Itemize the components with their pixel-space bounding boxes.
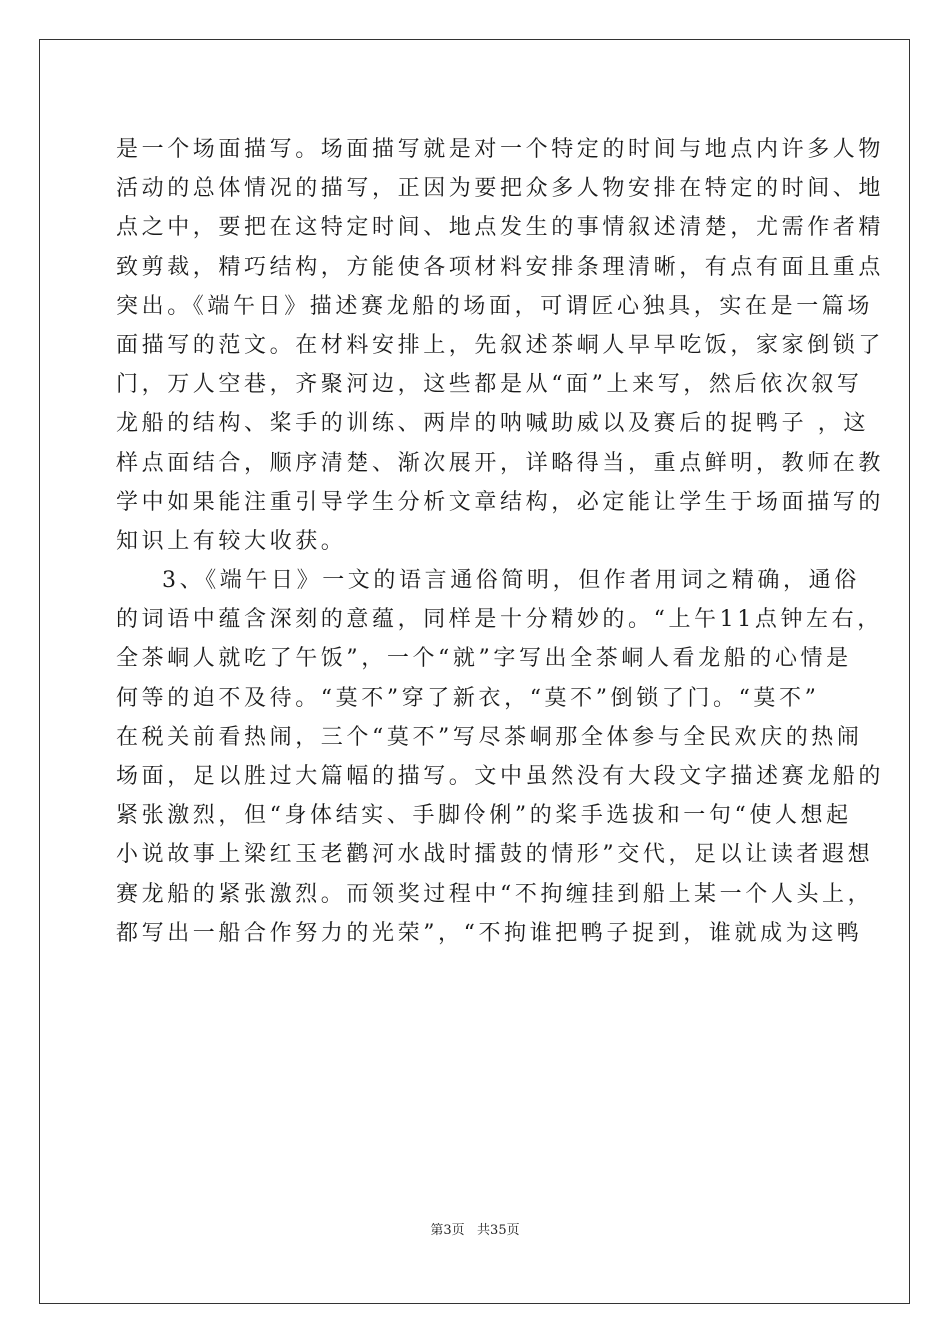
text-line: 都写出一船合作努力的光荣”，“不拘谁把鸭子捉到，谁就成为这鸭 <box>116 920 863 946</box>
text-line: 面描写的范文。在材料安排上，先叙述茶峒人早早吃饭，家家倒锁了 <box>116 332 885 358</box>
page-number-footer: 第3页 共35页 <box>430 1223 520 1238</box>
text-line: 场面，足以胜过大篇幅的描写。文中虽然没有大段文字描述赛龙船的 <box>116 764 885 789</box>
text-line: 在税关前看热闹，三个“莫不”写尽茶峒那全体参与全民欢庆的热闹 <box>116 724 863 750</box>
text-line: 知识上有较大收获。 <box>116 528 347 554</box>
text-line: 致剪裁，精巧结构，方能使各项材料安排条理清晰，有点有面且重点 <box>116 254 885 280</box>
text-line: 赛龙船的紧张激烈。而领奖过程中“不拘缠挂到船上某一个人头上， <box>116 881 874 907</box>
text-line: 活动的总体情况的描写，正因为要把众多人物安排在特定的时间、地 <box>116 176 885 202</box>
text-line: 门，万人空巷，齐聚河边，这些都是从“面”上来写，然后依次叙写 <box>116 372 863 398</box>
text-line: 的词语中蕴含深刻的意蕴，同样是十分精妙的。“上午11点钟左右， <box>116 607 883 633</box>
text-line: 何等的迫不及待。“莫不”穿了新衣，“莫不”倒锁了门。“莫不” <box>116 685 820 711</box>
text-line: 紧张激烈，但“身体结实、手脚伶俐”的桨手选拔和一句“使人想起 <box>116 803 852 829</box>
text-line: 全茶峒人就吃了午饭”，一个“就”字写出全茶峒人看龙船的心情是 <box>116 646 852 672</box>
text-line: 样点面结合，顺序清楚、渐次展开，详略得当，重点鲜明，教师在教 <box>116 450 885 476</box>
body-text <box>116 130 885 953</box>
text-line: 是一个场面描写。场面描写就是对一个特定的时间与地点内许多人物 <box>116 137 885 162</box>
paragraph-start-line: 3、《端午日》一文的语言通俗简明，但作者用词之精确，通俗 <box>162 568 860 594</box>
text-line: 龙船的结构、桨手的训练、两岸的呐喊助威以及赛后的捉鸭子 ，这 <box>116 411 869 437</box>
text-line: 突出。《端午日》描述赛龙船的场面，可谓匠心独具，实在是一篇场 <box>116 293 874 319</box>
text-line: 学中如果能注重引导学生分析文章结构，必定能让学生于场面描写的 <box>116 489 885 515</box>
text-line: 小说故事上梁红玉老鹳河水战时擂鼓的情形”交代，足以让读者遐想 <box>116 842 874 868</box>
text-line: 点之中，要把在这特定时间、地点发生的事情叙述清楚，尤需作者精 <box>116 215 885 241</box>
